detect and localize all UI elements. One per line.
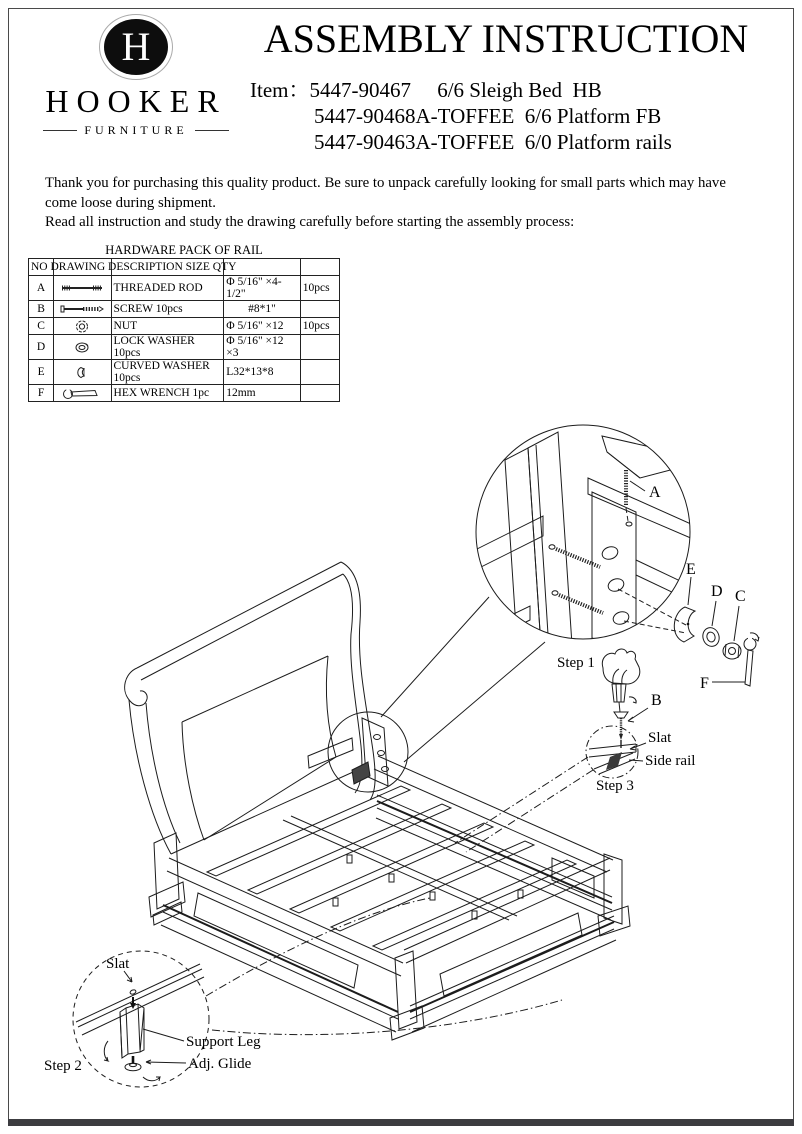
part-no: E	[29, 360, 54, 385]
slat-step2-leader	[124, 971, 132, 982]
logo-brand-name: HOOKER	[45, 83, 227, 119]
part-description: SCREW 10pcs	[111, 301, 224, 318]
label-d-leader	[712, 601, 716, 626]
detail-step1	[455, 425, 759, 692]
logo-subtitle: FURNITURE	[84, 123, 188, 137]
logo-letter: H	[121, 24, 151, 69]
step3-detail-circle	[586, 726, 638, 778]
label-e-leader	[688, 577, 691, 605]
part-size: #8*1"	[224, 301, 300, 318]
label-d: D	[711, 583, 723, 600]
step3-label: Step 3	[596, 778, 634, 794]
slats	[207, 786, 576, 950]
hardware-header-text: NO DRAWING DESCRIPTION SIZE QTY	[29, 259, 54, 276]
label-a-leader	[630, 481, 645, 491]
page-title: ASSEMBLY INSTRUCTION	[263, 16, 749, 61]
slat-step3-label: Slat	[648, 730, 672, 746]
bed-drawing	[125, 562, 630, 1040]
detail-step2	[44, 898, 562, 1087]
step1-label: Step 1	[557, 655, 595, 671]
label-a: A	[649, 484, 661, 501]
step3-pointer-line	[466, 770, 593, 852]
adj-glide-leader	[146, 1060, 186, 1064]
hand-screwdriver	[602, 649, 639, 712]
label-b: B	[651, 692, 662, 709]
label-c: C	[735, 588, 746, 605]
step2-label: Step 2	[44, 1058, 82, 1074]
support-leg-label: Support Leg	[186, 1034, 261, 1050]
intro-line-3: Read all instruction and study the drawing carefully before starting the assembly process:	[45, 214, 575, 231]
headboard	[125, 562, 375, 854]
part-no: F	[29, 385, 54, 402]
intro-line-2: come loose during shipment.	[45, 194, 216, 211]
part-description: HEX WRENCH 1pc	[111, 385, 224, 402]
adj-glide-label: Adj. Glide	[188, 1056, 252, 1072]
item-line-2: 5447-90468A-TOFFEE 6/6 Platform FB	[314, 104, 662, 129]
part-no: D	[29, 335, 54, 360]
part-size: Φ 5/16" ×4-1/2"	[224, 276, 300, 301]
item-line-1: Item：5447-90467 6/6 Sleigh Bed HB	[250, 78, 602, 102]
left-rail	[161, 858, 403, 1032]
part-qty: 10pcs	[300, 276, 339, 301]
part-no: B	[29, 301, 54, 318]
item-line-3: 5447-90463A-TOFFEE 6/0 Platform rails	[314, 130, 672, 155]
footboard	[404, 858, 616, 1032]
label-b-leader	[628, 708, 648, 722]
part-description: CURVED WASHER 10pcs	[111, 360, 224, 385]
support-leg-leader	[143, 1029, 184, 1041]
part-size: Φ 5/16" ×12	[224, 318, 300, 335]
intro-line-1: Thank you for purchasing this quality product. Be sure to unpack carefully looking for small parts which may have	[45, 175, 726, 191]
label-e: E	[686, 561, 696, 578]
screw-part	[614, 712, 628, 740]
lock-washer-part	[700, 625, 721, 648]
part-description: THREADED ROD	[111, 276, 224, 301]
part-no: C	[29, 318, 54, 335]
footboard-right-post	[598, 854, 630, 936]
part-size: 12mm	[224, 385, 300, 402]
step1-detail-content	[455, 432, 700, 674]
step2-pointer-line	[212, 1000, 562, 1035]
slat-step2-label: Slat	[106, 956, 130, 972]
hardware-table-caption: HARDWARE PACK OF RAIL	[105, 243, 263, 257]
part-description: NUT	[111, 318, 224, 335]
near-corner-post	[390, 951, 424, 1040]
label-c-leader	[734, 606, 739, 641]
detail-step3	[455, 649, 695, 852]
nut-part	[723, 643, 741, 659]
side-rail-label: Side rail	[645, 753, 696, 769]
step3-pointer-line	[455, 757, 588, 843]
part-qty: 10pcs	[300, 318, 339, 335]
callout-line	[404, 642, 545, 762]
hex-wrench-part	[744, 637, 756, 686]
step3-detail-content	[589, 740, 636, 774]
part-size: Φ 5/16" ×12 ×3	[224, 335, 300, 360]
part-no: A	[29, 276, 54, 301]
callout-line	[381, 597, 489, 717]
part-description: LOCK WASHER 10pcs	[111, 335, 224, 360]
part-size: L32*13*8	[224, 360, 300, 385]
label-f: F	[700, 675, 709, 692]
